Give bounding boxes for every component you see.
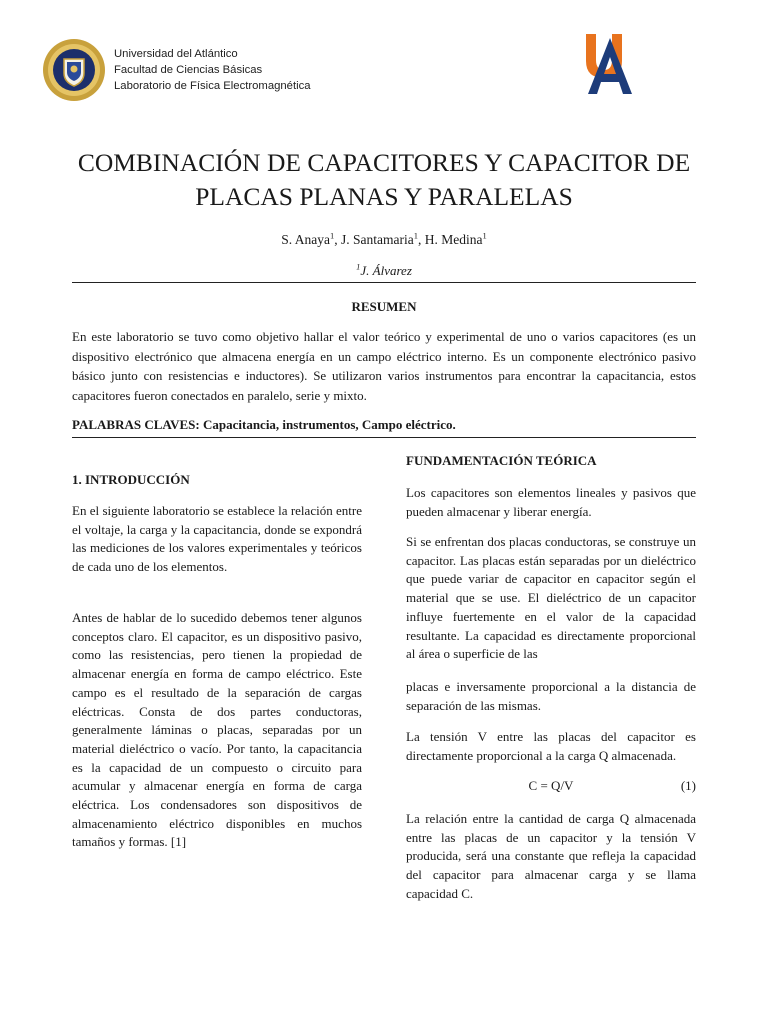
paragraph: Los capacitores son elementos lineales y pasivos que pueden almacenar y liberar energía. — [406, 485, 696, 519]
section-heading: 1. INTRODUCCIÓN — [72, 472, 190, 487]
paragraph: placas e inversamente proporcional a la distancia de separación de las mismas. — [406, 679, 696, 713]
affiliation — [40, 262, 728, 280]
institution-block — [114, 46, 311, 94]
lab-name: Laboratorio de Física Electromagnética — [114, 80, 311, 92]
affiliation-sup: 1 — [356, 261, 361, 272]
faculty-name: Facultad de Ciencias Básicas — [114, 64, 263, 76]
keywords: PALABRAS CLAVES: Capacitancia, instrumentos, Campo eléctrico. — [72, 417, 456, 432]
divider — [72, 437, 696, 438]
ua-logo-icon — [584, 32, 636, 96]
paragraph: La tensión V entre las placas del capacitor es directamente proporcional a la carga Q almacenada. — [406, 729, 696, 763]
abstract-text: En este laboratorio se tuvo como objetivo hallar el valor teórico y experimental de uno o varios capacitores (es un dispositivo electrónico que almacena energía en un campo eléctrico interno. Es un componente electrónico pasivo básico junto con resistencias e inductores). Se utilizaron varios instrumentos para encontrar la capacitancia, estos capacitores fueron conectados en paralelo, serie y mixto. — [72, 329, 696, 403]
divider — [72, 282, 696, 283]
section-heading-introduccion — [72, 471, 362, 489]
author-list: S. Anaya$^1$, J. Santamaria$^1$, H. Medina$^1$ — [281, 230, 487, 247]
title-line-2: PLACAS PLANAS Y PARALELAS — [195, 182, 573, 211]
abstract-heading: RESUMEN — [351, 299, 417, 314]
equation-number: (1) — [680, 778, 696, 793]
author-sup: 1 — [330, 230, 335, 241]
university-name: Universidad del Atlántico — [114, 48, 238, 60]
affiliation-name: J. Álvarez — [360, 263, 412, 278]
university-seal-icon — [42, 38, 106, 102]
equation-expression: C = Q/V — [528, 778, 574, 793]
author-sup: 1 — [413, 230, 418, 241]
author-name: H. Medina — [424, 232, 483, 247]
author-name: S. Anaya — [281, 232, 330, 247]
author-sup: 1 — [482, 230, 487, 241]
author-name: J. Santamaria — [341, 232, 414, 247]
paragraph: Antes de hablar de lo sucedido debemos tener algunos conceptos claro. El capacitor, es un dispositivo pasivo, como las resistencias, pero tienen la propiedad de almacenar energía en forma de campo eléctrico. Este campo es el resultado de la separación de cargas eléctricas. Consta de dos partes conductoras, generalmente láminas o placas, separadas por un material dieléctrico o vacío. Por tanto, la capacitancia es la capacidad de un compuesto o circuito para acumular y almacenar energía en forma de carga eléctrica. Los condensadores son dispositivos de almacenamiento eléctrico disponibles en muchos tamaños y formas. [1] — [72, 610, 362, 850]
title-line-1: COMBINACIÓN DE CAPACITORES Y CAPACITOR DE — [77, 148, 691, 177]
paragraph: En el siguiente laboratorio se establece la relación entre el voltaje, la carga y la capacitancia, donde se expondrá las mediciones de los valores experimentales y teóricos de cada uno de los elementos. — [72, 503, 362, 575]
paper-title — [40, 146, 728, 214]
paragraph: La relación entre la cantidad de carga Q almacenada entre las placas de un capacitor y la tensión V producida, será una constante que refleja la capacidad del capacitor para almacenar carga y se llama capacidad C. — [406, 811, 696, 901]
section-heading: FUNDAMENTACIÓN TEÓRICA — [406, 453, 597, 468]
section-heading-fundamentacion — [406, 452, 696, 470]
paragraph: Si se enfrentan dos placas conductoras, se construye un capacitor. Las placas están separadas por un dieléctrico que puede variar de capacitor en capacitor según el material que se use. El dieléctrico de un capacitor influye fuertemente en el valor de la capacidad resultante. La capacidad es directamente proporcional al área o superficie de las — [406, 534, 696, 662]
